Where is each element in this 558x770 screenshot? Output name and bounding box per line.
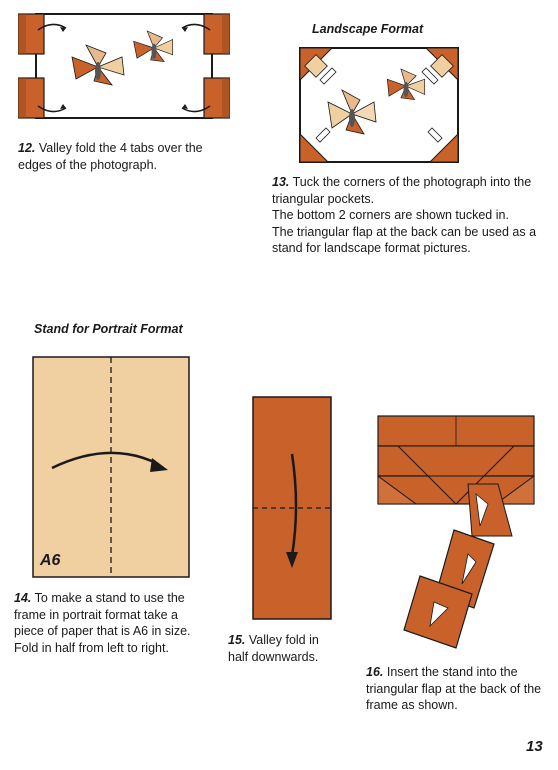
figure-step-15 (252, 396, 332, 620)
figure-step-16 (376, 412, 536, 650)
figure-step-12 (18, 12, 230, 120)
step-instruction: The triangular flap at the back can be used as a stand for landscape format pictures. (272, 224, 537, 255)
figure-step-14 (32, 356, 190, 578)
heading-stand-portrait: Stand for Portrait Format (34, 322, 183, 336)
fold-tab (204, 14, 230, 54)
figure-step-13 (298, 44, 460, 164)
step-13-text (272, 174, 542, 257)
heading-landscape-format: Landscape Format (312, 22, 424, 36)
step-12-text (18, 140, 218, 173)
step-16-text (366, 664, 544, 714)
step-instruction: Insert the stand into the triangular flap at the back of the frame as shown. (366, 665, 542, 712)
step-instruction: Valley fold in half downwards. (228, 633, 319, 664)
step-number: 14. (14, 591, 32, 605)
step-number: 15. (228, 633, 246, 647)
step-14-text (14, 590, 204, 656)
step-instruction: To make a stand to use the frame in portrait format take a piece of paper that is A6 in size. Fold in half from left to right. (14, 591, 191, 655)
fold-tab (18, 14, 44, 54)
step-instruction: Valley fold the 4 tabs over the edges of the photograph. (18, 141, 203, 172)
page-number: 13 (526, 738, 543, 755)
a6-label: A6 (40, 552, 61, 569)
fold-tab (204, 78, 230, 118)
step-15-text (228, 632, 340, 665)
step-instruction: Tuck the corners of the photograph into the triangular pockets. (272, 175, 532, 206)
step-instruction: The bottom 2 corners are shown tucked in. (272, 208, 509, 222)
step-number: 12. (18, 141, 36, 155)
step-number: 13. (272, 175, 290, 189)
fold-tab (18, 78, 44, 118)
step-number: 16. (366, 665, 384, 679)
